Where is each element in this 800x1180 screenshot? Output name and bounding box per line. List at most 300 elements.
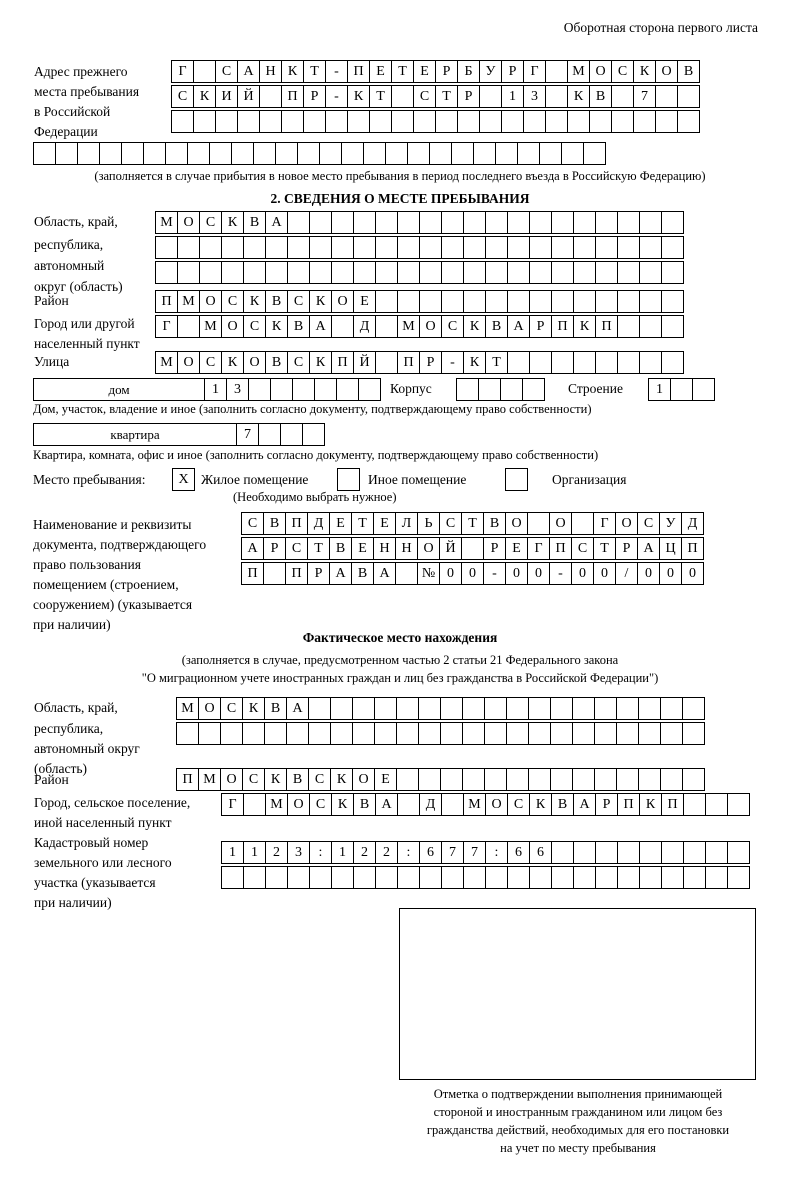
char-cell[interactable] — [485, 211, 508, 234]
char-cell[interactable]: 1 — [331, 841, 354, 864]
char-cell[interactable] — [660, 697, 683, 720]
char-cell[interactable]: В — [265, 351, 288, 374]
char-cell[interactable]: В — [329, 537, 352, 560]
char-cell[interactable]: Е — [505, 537, 528, 560]
char-cell[interactable] — [573, 261, 596, 284]
char-cell[interactable] — [484, 768, 507, 791]
char-cell[interactable] — [495, 142, 518, 165]
char-cell[interactable] — [391, 85, 414, 108]
char-cell[interactable] — [375, 315, 398, 338]
char-cell[interactable]: С — [199, 211, 222, 234]
char-cell[interactable] — [506, 768, 529, 791]
char-cell[interactable] — [177, 315, 200, 338]
char-cell[interactable] — [539, 142, 562, 165]
char-cell[interactable]: 0 — [593, 562, 616, 585]
char-cell[interactable] — [319, 142, 342, 165]
char-cell[interactable]: В — [351, 562, 374, 585]
char-cell[interactable] — [529, 351, 552, 374]
char-cell[interactable]: В — [243, 211, 266, 234]
char-cell[interactable] — [418, 722, 441, 745]
char-cell[interactable] — [220, 722, 243, 745]
char-cell[interactable] — [550, 768, 573, 791]
char-cell[interactable] — [363, 142, 386, 165]
char-cell[interactable] — [677, 110, 700, 133]
char-cell[interactable]: А — [286, 697, 309, 720]
char-cell[interactable] — [639, 236, 662, 259]
char-cell[interactable]: П — [347, 60, 370, 83]
char-cell[interactable]: Т — [435, 85, 458, 108]
char-cell[interactable]: У — [659, 512, 682, 535]
char-cell[interactable] — [309, 261, 332, 284]
char-cell[interactable]: Г — [523, 60, 546, 83]
char-cell[interactable] — [573, 351, 596, 374]
char-cell[interactable] — [280, 423, 303, 446]
char-cell[interactable] — [287, 866, 310, 889]
char-cell[interactable]: П — [331, 351, 354, 374]
char-cell[interactable] — [419, 866, 442, 889]
char-cell[interactable]: Б — [457, 60, 480, 83]
char-cell[interactable]: Т — [593, 537, 616, 560]
char-cell[interactable] — [517, 142, 540, 165]
char-cell[interactable] — [308, 722, 331, 745]
char-cell[interactable] — [485, 866, 508, 889]
char-cell[interactable] — [567, 110, 590, 133]
char-cell[interactable] — [595, 261, 618, 284]
doc-row-1[interactable] — [241, 512, 703, 535]
char-cell[interactable] — [55, 142, 78, 165]
char-cell[interactable] — [440, 722, 463, 745]
char-cell[interactable] — [331, 866, 354, 889]
char-cell[interactable] — [485, 290, 508, 313]
char-cell[interactable]: В — [485, 315, 508, 338]
char-cell[interactable] — [683, 793, 706, 816]
char-cell[interactable]: 6 — [507, 841, 530, 864]
char-cell[interactable]: П — [617, 793, 640, 816]
char-cell[interactable]: П — [155, 290, 178, 313]
char-cell[interactable] — [485, 236, 508, 259]
char-cell[interactable] — [551, 866, 574, 889]
char-cell[interactable] — [374, 697, 397, 720]
char-cell[interactable]: Р — [501, 60, 524, 83]
char-cell[interactable] — [418, 697, 441, 720]
char-cell[interactable] — [507, 290, 530, 313]
char-cell[interactable]: М — [265, 793, 288, 816]
char-cell[interactable]: К — [347, 85, 370, 108]
char-cell[interactable]: Р — [457, 85, 480, 108]
char-cell[interactable]: В — [287, 315, 310, 338]
char-cell[interactable] — [670, 378, 693, 401]
char-cell[interactable]: М — [199, 315, 222, 338]
char-cell[interactable] — [507, 261, 530, 284]
char-cell[interactable] — [639, 315, 662, 338]
char-cell[interactable]: - — [441, 351, 464, 374]
char-cell[interactable] — [528, 697, 551, 720]
char-cell[interactable]: О — [287, 793, 310, 816]
char-cell[interactable]: В — [265, 290, 288, 313]
char-cell[interactable] — [463, 290, 486, 313]
prev-address-row-4[interactable] — [33, 142, 605, 165]
char-cell[interactable]: О — [177, 211, 200, 234]
char-cell[interactable] — [551, 261, 574, 284]
char-cell[interactable] — [551, 211, 574, 234]
char-cell[interactable] — [616, 768, 639, 791]
char-cell[interactable]: Й — [237, 85, 260, 108]
char-cell[interactable]: И — [215, 85, 238, 108]
char-cell[interactable] — [463, 211, 486, 234]
char-cell[interactable] — [441, 866, 464, 889]
char-cell[interactable] — [529, 261, 552, 284]
char-cell[interactable] — [463, 236, 486, 259]
char-cell[interactable] — [440, 768, 463, 791]
char-cell[interactable] — [589, 110, 612, 133]
char-cell[interactable] — [440, 697, 463, 720]
char-cell[interactable] — [176, 722, 199, 745]
char-cell[interactable] — [692, 378, 715, 401]
char-cell[interactable]: 2 — [353, 841, 376, 864]
char-cell[interactable] — [660, 768, 683, 791]
char-cell[interactable]: С — [439, 512, 462, 535]
char-cell[interactable]: О — [505, 512, 528, 535]
char-cell[interactable] — [500, 378, 523, 401]
char-cell[interactable]: О — [615, 512, 638, 535]
char-cell[interactable] — [287, 236, 310, 259]
char-cell[interactable] — [528, 722, 551, 745]
prev-address-row-1[interactable] — [171, 60, 699, 83]
char-cell[interactable] — [572, 722, 595, 745]
char-cell[interactable]: Е — [351, 537, 374, 560]
char-cell[interactable] — [572, 768, 595, 791]
char-cell[interactable] — [265, 866, 288, 889]
char-cell[interactable] — [221, 866, 244, 889]
char-cell[interactable]: В — [551, 793, 574, 816]
place-type-option-3-checkbox[interactable] — [505, 468, 528, 491]
char-cell[interactable] — [501, 110, 524, 133]
char-cell[interactable]: П — [285, 512, 308, 535]
char-cell[interactable] — [639, 290, 662, 313]
char-cell[interactable]: Р — [263, 537, 286, 560]
char-cell[interactable] — [683, 866, 706, 889]
char-cell[interactable] — [121, 142, 144, 165]
char-cell[interactable]: М — [198, 768, 221, 791]
char-cell[interactable] — [177, 236, 200, 259]
char-cell[interactable] — [221, 236, 244, 259]
char-cell[interactable] — [396, 722, 419, 745]
char-cell[interactable]: Е — [413, 60, 436, 83]
char-cell[interactable]: 0 — [637, 562, 660, 585]
char-cell[interactable]: О — [549, 512, 572, 535]
char-cell[interactable]: В — [264, 697, 287, 720]
char-cell[interactable] — [479, 110, 502, 133]
char-cell[interactable]: Ц — [659, 537, 682, 560]
char-cell[interactable]: А — [637, 537, 660, 560]
char-cell[interactable]: Р — [307, 562, 330, 585]
char-cell[interactable]: 1 — [204, 378, 227, 401]
char-cell[interactable]: Г — [171, 60, 194, 83]
char-cell[interactable]: О — [352, 768, 375, 791]
char-cell[interactable]: 6 — [419, 841, 442, 864]
char-cell[interactable]: Г — [221, 793, 244, 816]
char-cell[interactable]: С — [243, 315, 266, 338]
char-cell[interactable] — [314, 378, 337, 401]
flat-cells[interactable] — [236, 423, 324, 446]
char-cell[interactable] — [199, 236, 222, 259]
char-cell[interactable]: С — [309, 793, 332, 816]
char-cell[interactable] — [507, 236, 530, 259]
char-cell[interactable]: 1 — [648, 378, 671, 401]
char-cell[interactable] — [507, 866, 530, 889]
char-cell[interactable] — [545, 85, 568, 108]
char-cell[interactable]: 7 — [441, 841, 464, 864]
char-cell[interactable] — [661, 211, 684, 234]
char-cell[interactable] — [639, 351, 662, 374]
char-cell[interactable] — [523, 110, 546, 133]
char-cell[interactable]: К — [567, 85, 590, 108]
char-cell[interactable]: О — [417, 537, 440, 560]
char-cell[interactable] — [287, 261, 310, 284]
char-cell[interactable]: 0 — [461, 562, 484, 585]
prev-address-row-2[interactable] — [171, 85, 699, 108]
char-cell[interactable] — [661, 866, 684, 889]
char-cell[interactable] — [375, 290, 398, 313]
char-cell[interactable] — [462, 697, 485, 720]
char-cell[interactable]: Г — [593, 512, 616, 535]
char-cell[interactable] — [441, 290, 464, 313]
char-cell[interactable] — [705, 841, 728, 864]
char-cell[interactable] — [385, 142, 408, 165]
char-cell[interactable] — [441, 261, 464, 284]
char-cell[interactable]: Л — [395, 512, 418, 535]
char-cell[interactable] — [353, 236, 376, 259]
char-cell[interactable] — [529, 866, 552, 889]
char-cell[interactable] — [594, 697, 617, 720]
char-cell[interactable] — [594, 722, 617, 745]
char-cell[interactable] — [435, 110, 458, 133]
char-cell[interactable] — [661, 841, 684, 864]
char-cell[interactable] — [231, 142, 254, 165]
char-cell[interactable] — [528, 768, 551, 791]
char-cell[interactable] — [303, 110, 326, 133]
char-cell[interactable]: Р — [615, 537, 638, 560]
char-cell[interactable] — [265, 236, 288, 259]
char-cell[interactable] — [237, 110, 260, 133]
char-cell[interactable] — [551, 841, 574, 864]
char-cell[interactable]: В — [263, 512, 286, 535]
char-cell[interactable] — [545, 60, 568, 83]
char-cell[interactable]: А — [573, 793, 596, 816]
char-cell[interactable] — [682, 768, 705, 791]
char-cell[interactable] — [429, 142, 452, 165]
char-cell[interactable]: Р — [303, 85, 326, 108]
char-cell[interactable] — [573, 236, 596, 259]
char-cell[interactable]: Д — [681, 512, 704, 535]
char-cell[interactable]: Й — [353, 351, 376, 374]
char-cell[interactable] — [243, 793, 266, 816]
char-cell[interactable] — [551, 351, 574, 374]
char-cell[interactable]: А — [309, 315, 332, 338]
char-cell[interactable]: 3 — [287, 841, 310, 864]
char-cell[interactable]: О — [331, 290, 354, 313]
char-cell[interactable] — [661, 315, 684, 338]
char-cell[interactable] — [616, 722, 639, 745]
char-cell[interactable]: С — [441, 315, 464, 338]
char-cell[interactable] — [199, 261, 222, 284]
char-cell[interactable] — [551, 290, 574, 313]
char-cell[interactable] — [594, 768, 617, 791]
char-cell[interactable]: К — [309, 351, 332, 374]
char-cell[interactable]: 6 — [529, 841, 552, 864]
char-cell[interactable] — [661, 236, 684, 259]
prev-address-row-3[interactable] — [171, 110, 699, 133]
char-cell[interactable] — [611, 110, 634, 133]
char-cell[interactable]: К — [309, 290, 332, 313]
char-cell[interactable] — [331, 236, 354, 259]
char-cell[interactable]: О — [177, 351, 200, 374]
char-cell[interactable] — [441, 793, 464, 816]
char-cell[interactable]: 0 — [439, 562, 462, 585]
char-cell[interactable]: С — [221, 290, 244, 313]
char-cell[interactable]: В — [483, 512, 506, 535]
char-cell[interactable]: К — [221, 351, 244, 374]
char-cell[interactable]: П — [281, 85, 304, 108]
char-cell[interactable] — [308, 697, 331, 720]
char-cell[interactable]: К — [529, 793, 552, 816]
cadastral-row-2[interactable] — [221, 866, 749, 889]
char-cell[interactable] — [617, 315, 640, 338]
char-cell[interactable]: 0 — [681, 562, 704, 585]
char-cell[interactable] — [551, 236, 574, 259]
char-cell[interactable]: В — [286, 768, 309, 791]
char-cell[interactable]: - — [483, 562, 506, 585]
char-cell[interactable] — [682, 722, 705, 745]
house-cells[interactable] — [204, 378, 380, 401]
char-cell[interactable] — [221, 261, 244, 284]
char-cell[interactable] — [297, 142, 320, 165]
cadastral-row-1[interactable] — [221, 841, 749, 864]
char-cell[interactable]: С — [215, 60, 238, 83]
char-cell[interactable] — [347, 110, 370, 133]
char-cell[interactable] — [478, 378, 501, 401]
char-cell[interactable] — [336, 378, 359, 401]
char-cell[interactable] — [529, 236, 552, 259]
char-cell[interactable]: А — [373, 562, 396, 585]
char-cell[interactable] — [595, 841, 618, 864]
char-cell[interactable] — [419, 236, 442, 259]
char-cell[interactable]: Р — [595, 793, 618, 816]
char-cell[interactable]: А — [507, 315, 530, 338]
char-cell[interactable] — [263, 562, 286, 585]
char-cell[interactable] — [248, 378, 271, 401]
char-cell[interactable]: - — [549, 562, 572, 585]
char-cell[interactable]: : — [309, 841, 332, 864]
char-cell[interactable]: Е — [373, 512, 396, 535]
char-cell[interactable] — [407, 142, 430, 165]
char-cell[interactable]: К — [330, 768, 353, 791]
char-cell[interactable]: К — [264, 768, 287, 791]
char-cell[interactable] — [193, 110, 216, 133]
char-cell[interactable] — [243, 866, 266, 889]
char-cell[interactable]: № — [417, 562, 440, 585]
char-cell[interactable] — [573, 866, 596, 889]
char-cell[interactable] — [242, 722, 265, 745]
char-cell[interactable] — [727, 866, 750, 889]
char-cell[interactable] — [639, 841, 662, 864]
char-cell[interactable] — [171, 110, 194, 133]
char-cell[interactable] — [617, 866, 640, 889]
char-cell[interactable] — [527, 512, 550, 535]
char-cell[interactable]: М — [155, 211, 178, 234]
char-cell[interactable]: С — [171, 85, 194, 108]
char-cell[interactable] — [352, 697, 375, 720]
char-cell[interactable]: О — [485, 793, 508, 816]
char-cell[interactable]: Т — [485, 351, 508, 374]
char-cell[interactable]: О — [655, 60, 678, 83]
char-cell[interactable] — [375, 261, 398, 284]
char-cell[interactable] — [451, 142, 474, 165]
char-cell[interactable]: 3 — [226, 378, 249, 401]
char-cell[interactable] — [198, 722, 221, 745]
char-cell[interactable] — [358, 378, 381, 401]
char-cell[interactable] — [617, 290, 640, 313]
char-cell[interactable] — [270, 378, 293, 401]
char-cell[interactable] — [507, 211, 530, 234]
char-cell[interactable]: Н — [395, 537, 418, 560]
char-cell[interactable] — [331, 315, 354, 338]
char-cell[interactable] — [661, 290, 684, 313]
char-cell[interactable] — [353, 261, 376, 284]
char-cell[interactable] — [638, 697, 661, 720]
char-cell[interactable] — [573, 290, 596, 313]
char-cell[interactable]: П — [397, 351, 420, 374]
char-cell[interactable] — [705, 866, 728, 889]
char-cell[interactable]: П — [549, 537, 572, 560]
char-cell[interactable]: М — [463, 793, 486, 816]
char-cell[interactable] — [441, 211, 464, 234]
char-cell[interactable]: Т — [303, 60, 326, 83]
char-cell[interactable] — [352, 722, 375, 745]
char-cell[interactable] — [727, 793, 750, 816]
char-cell[interactable] — [611, 85, 634, 108]
char-cell[interactable]: О — [198, 697, 221, 720]
char-cell[interactable]: О — [589, 60, 612, 83]
char-cell[interactable]: - — [325, 60, 348, 83]
char-cell[interactable] — [639, 211, 662, 234]
char-cell[interactable]: - — [325, 85, 348, 108]
char-cell[interactable] — [473, 142, 496, 165]
char-cell[interactable]: К — [639, 793, 662, 816]
char-cell[interactable] — [286, 722, 309, 745]
district-row[interactable] — [155, 290, 683, 313]
char-cell[interactable]: Т — [351, 512, 374, 535]
char-cell[interactable] — [479, 85, 502, 108]
char-cell[interactable] — [522, 378, 545, 401]
char-cell[interactable] — [529, 211, 552, 234]
char-cell[interactable] — [655, 85, 678, 108]
char-cell[interactable]: 7 — [633, 85, 656, 108]
char-cell[interactable]: Ь — [417, 512, 440, 535]
char-cell[interactable] — [275, 142, 298, 165]
char-cell[interactable] — [441, 236, 464, 259]
char-cell[interactable] — [418, 768, 441, 791]
char-cell[interactable] — [396, 697, 419, 720]
char-cell[interactable] — [374, 722, 397, 745]
char-cell[interactable] — [660, 722, 683, 745]
char-cell[interactable] — [187, 142, 210, 165]
char-cell[interactable] — [727, 841, 750, 864]
char-cell[interactable]: Г — [527, 537, 550, 560]
place-type-option-2-checkbox[interactable] — [337, 468, 360, 491]
doc-row-2[interactable] — [241, 537, 703, 560]
char-cell[interactable]: 0 — [571, 562, 594, 585]
